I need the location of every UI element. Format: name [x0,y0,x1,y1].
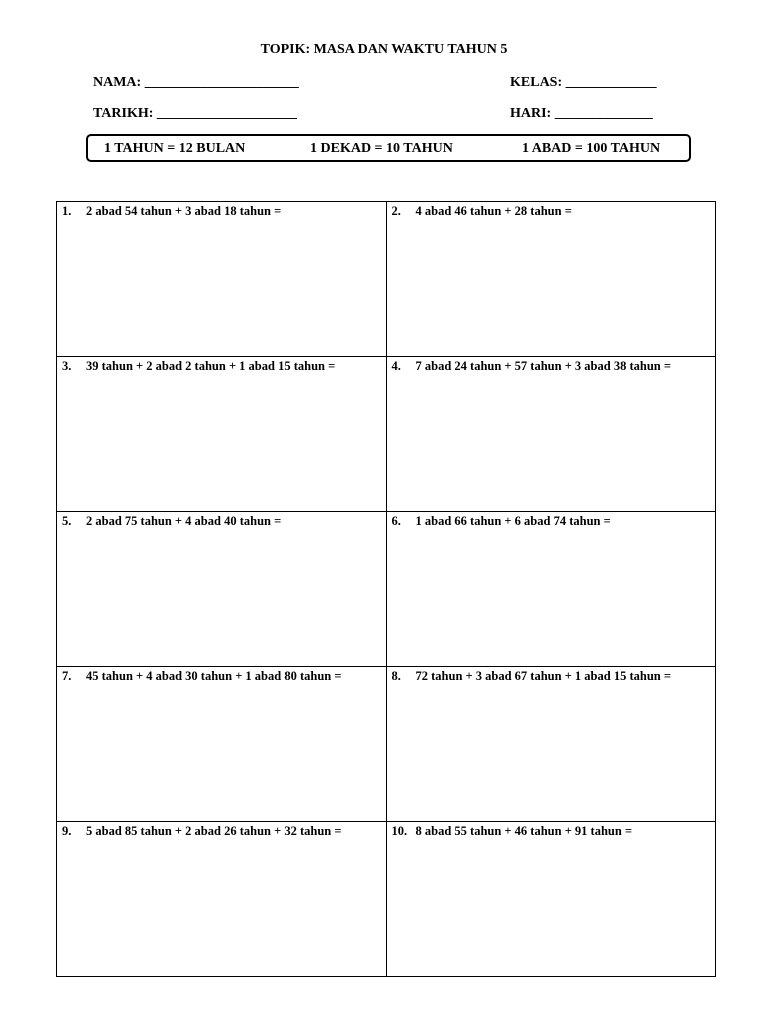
answer-box-1[interactable] [57,202,387,357]
question-number: 8. [391,669,401,683]
answer-box-8[interactable] [386,667,716,822]
question-5 [62,514,384,529]
question-number: 1. [62,204,72,218]
question-text: 2 abad 75 tahun + 4 abad 40 tahun = [86,514,282,528]
question-3 [62,359,384,374]
question-9 [62,824,384,839]
question-text: 39 tahun + 2 abad 2 tahun + 1 abad 15 tahun = [86,359,336,373]
question-number: 3. [62,359,72,373]
formula-year-months: 1 TAHUN = 12 BULAN [104,141,246,156]
question-number: 10. [391,824,408,838]
question-2 [392,204,714,219]
question-text: 7 abad 24 tahun + 57 tahun + 3 abad 38 tahun = [415,359,671,373]
date-field: TARIKH: ____________________ [93,106,297,121]
question-text: 5 abad 85 tahun + 2 abad 26 tahun + 32 tahun = [86,824,342,838]
question-number: 5. [62,514,72,528]
question-grid [56,201,716,977]
question-text: 45 tahun + 4 abad 30 tahun + 1 abad 80 tahun = [86,669,342,683]
question-text: 4 abad 46 tahun + 28 tahun = [415,204,572,218]
question-8 [392,669,714,684]
name-field: NAMA: ______________________ [93,75,299,90]
question-6 [392,514,714,529]
question-number: 6. [391,514,401,528]
question-4 [392,359,714,374]
question-text: 1 abad 66 tahun + 6 abad 74 tahun = [415,514,611,528]
answer-box-2[interactable] [386,202,716,357]
answer-box-3[interactable] [57,357,387,512]
answer-box-9[interactable] [57,822,387,977]
question-text: 8 abad 55 tahun + 46 tahun + 91 tahun = [415,824,633,838]
question-7 [62,669,384,684]
question-1 [62,204,384,219]
formula-century-years: 1 ABAD = 100 TAHUN [522,141,661,156]
conversion-formula-box [86,134,691,162]
answer-box-5[interactable] [57,512,387,667]
formula-decade-years: 1 DEKAD = 10 TAHUN [310,141,453,156]
question-number: 7. [62,669,72,683]
page-title: TOPIK: MASA DAN WAKTU TAHUN 5 [260,42,508,57]
class-field: KELAS: _____________ [510,75,657,90]
answer-box-6[interactable] [386,512,716,667]
question-number: 9. [62,824,72,838]
answer-box-4[interactable] [386,357,716,512]
question-number: 2. [391,204,401,218]
question-number: 4. [391,359,401,373]
question-10 [392,824,714,839]
answer-box-10[interactable] [386,822,716,977]
question-text: 2 abad 54 tahun + 3 abad 18 tahun = [86,204,282,218]
question-text: 72 tahun + 3 abad 67 tahun + 1 abad 15 tahun = [415,669,671,683]
answer-box-7[interactable] [57,667,387,822]
day-field: HARI: ______________ [510,106,653,121]
